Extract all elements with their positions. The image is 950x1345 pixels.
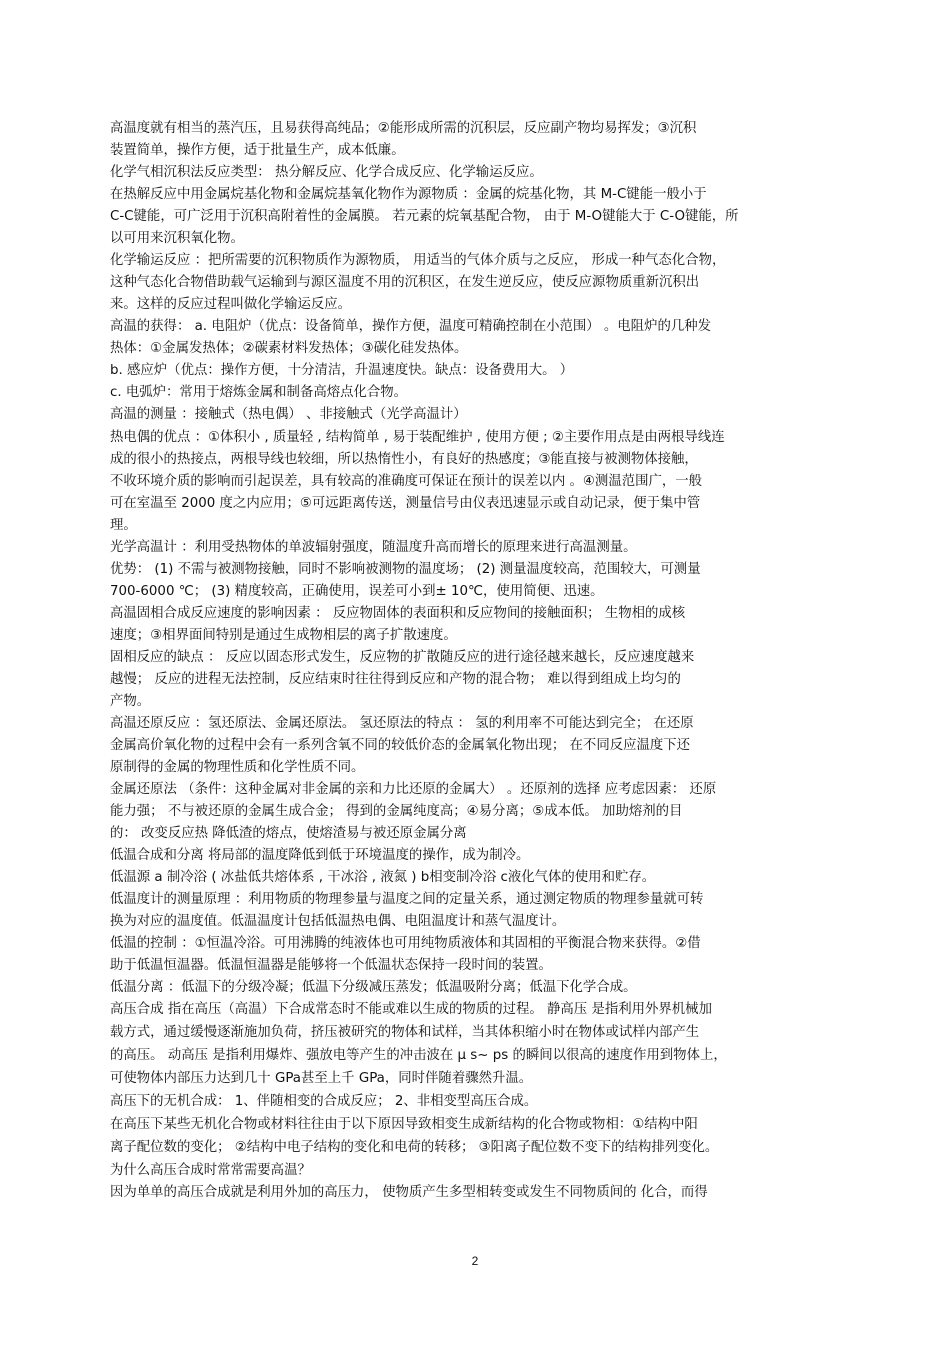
text-line: 为什么高压合成时常常需要高温？ xyxy=(110,1163,311,1178)
text-line: 金属高价氧化物的过程中会有一系列含氧不同的较低价态的金属氧化物出现； 在不同反应温度下还 xyxy=(110,738,691,753)
text-line: 高温的测量 ：接触式（热电偶） 、非接触式（光学高温计） xyxy=(110,407,467,422)
text-line: 低温源 a 制冷浴 ( 冰盐低共熔体系 , 干冰浴 , 液氮 ) b相变制冷浴 c液化气体的使用和贮存。 xyxy=(110,870,656,885)
text-line: 越慢； 反应的进程无法控制，反应结束时往往得到反应和产物的混合物； 难以得到组成上均匀的 xyxy=(110,672,681,687)
text-line: 化学输运反应 ：把所需要的沉积物质作为源物质， 用适当的气体介质与之反应， 形成一种气态化合物， xyxy=(110,253,726,268)
text-line: 成的很小的热接点，两根导线也较细，所以热惰性小，有良好的热感度；③能直接与被测物体接触， xyxy=(110,452,698,467)
text-line: 低温度计的测量原理 ：利用物质的物理参量与温度之间的定量关系，通过测定物质的物理参量就可转 xyxy=(110,892,704,907)
text-line: 700-6000 ℃； (3) 精度较高，正确使用，误差可小到± 10℃，使用简便、迅速。 xyxy=(110,584,604,599)
text-line: 原制得的金属的物理性质和化学性质不同。 xyxy=(110,760,365,775)
text-line: 能力强； 不与被还原的金属生成合金； 得到的金属纯度高；④易分离；⑤成本低。 加助熔剂的目 xyxy=(110,804,683,819)
text-line: 因为单单的高压合成就是利用外加的高压力， 使物质产生多型相转变或发生不同物质间的 化合，而得 xyxy=(110,1185,708,1200)
text-line: 的高压。 动高压 是指利用爆炸、强放电等产生的冲击波在 μ s~ ps 的瞬间以很高的速度作用到物体上， xyxy=(110,1048,727,1063)
text-line: 这种气态化合物借助载气运输到与源区温度不用的沉积区，在发生逆反应，使反应源物质重新沉积出 xyxy=(110,275,700,290)
text-line: 金属还原法 （条件：这种金属对非金属的亲和力比还原的金属大） 。还原剂的选择 应考虑因素： 还原 xyxy=(110,782,717,797)
text-line: 热电偶的优点 ：①体积小 , 质量轻 , 结构简单 , 易于装配维护 , 使用方便 ; ②主要作用点是由两根导线连 xyxy=(110,430,725,445)
text-line: 高温还原反应 ：氢还原法、金属还原法。 氢还原法的特点 ： 氢的利用率不可能达到完全； 在还原 xyxy=(110,716,694,731)
text-line: 高温度就有相当的蒸汽压，且易获得高纯品；②能形成所需的沉积层，反应副产物均易挥发；③沉积 xyxy=(110,121,697,136)
text-line: 在热解反应中用金属烷基化物和金属烷基氧化物作为源物质 ：金属的烷基化物，其 M-C键能一般小于 xyxy=(110,187,707,202)
text-line: 在高压下某些无机化合物或材料往往由于以下原因导致相变生成新结构的化合物或物相：①结构中阳 xyxy=(110,1117,698,1132)
text-line: 低温的控制 ：①恒温冷浴。可用沸腾的纯液体也可用纯物质液体和其固相的平衡混合物来获得。②借 xyxy=(110,936,701,951)
text-line: 换为对应的温度值。低温温度计包括低温热电偶、电阻温度计和蒸气温度计。 xyxy=(110,914,566,929)
text-line: 可在室温至 2000 度之内应用；⑤可远距离传送，测量信号由仪表迅速显示或自动记录，便于集中管 xyxy=(110,496,701,511)
text-line: 高压合成 指在高压（高温）下合成常态时不能或难以生成的物质的过程。 静高压 是指利用外界机械加 xyxy=(110,1002,712,1017)
page-number: 2 xyxy=(471,1254,479,1268)
text-line: 优势： (1) 不需与被测物接触，同时不影响被测物的温度场； (2) 测量温度较高，范围较大，可测量 xyxy=(110,562,701,577)
text-line: 不收环境介质的影响而引起误差，具有较高的准确度可保证在预计的误差以内 。④测温范围广，一般 xyxy=(110,474,703,489)
text-line: 载方式，通过缓慢逐渐施加负荷，挤压被研究的物体和试样，当其体积缩小时在物体或试样内部产生 xyxy=(110,1025,700,1040)
text-line: 理。 xyxy=(110,518,137,533)
text-line: 产物。 xyxy=(110,694,151,709)
text-line: 低温分离 ：低温下的分级冷凝；低温下分级减压蒸发；低温吸附分离；低温下化学合成。 xyxy=(110,980,637,995)
text-line: 光学高温计 ：利用受热物体的单波辐射强度，随温度升高而增长的原理来进行高温测量。 xyxy=(110,540,637,555)
text-line: 装置简单，操作方便，适于批量生产，成本低廉。 xyxy=(110,143,405,158)
text-line: b. 感应炉（优点：操作方便，十分清洁，升温速度快。缺点：设备费用大。 ） xyxy=(110,363,574,378)
text-line: 离子配位数的变化； ②结构中电子结构的变化和电荷的转移； ③阳离子配位数不变下的结构排列变化。 xyxy=(110,1140,719,1155)
text-line: 高温的获得： a. 电阻炉（优点：设备简单，操作方便，温度可精确控制在小范围） 。电阻炉的几种发 xyxy=(110,319,712,334)
text-line: 可使物体内部压力达到几十 GPa甚至上千 GPa，同时伴随着骤然升温。 xyxy=(110,1071,533,1086)
text-line: c. 电弧炉：常用于熔炼金属和制备高熔点化合物。 xyxy=(110,385,408,400)
text-line: 高压下的无机合成： 1、伴随相变的合成反应； 2、非相变型高压合成。 xyxy=(110,1094,538,1109)
text-line: 来。这样的反应过程叫做化学输运反应。 xyxy=(110,297,352,312)
text-line: 以可用来沉积氧化物。 xyxy=(110,231,244,246)
text-line: 化学气相沉积法反应类型： 热分解反应、化学合成反应、化学输运反应。 xyxy=(110,165,543,180)
text-line: C-C键能，可广泛用于沉积高附着性的金属膜。 若元素的烷氧基配合物， 由于 M-O键能大于 C-O键能，所 xyxy=(110,209,739,224)
text-line: 热体：①金属发热体；②碳素材料发热体；③碳化硅发热体。 xyxy=(110,341,468,356)
text-line: 的： 改变反应热 降低渣的熔点，使熔渣易与被还原金属分离 xyxy=(110,826,467,841)
text-line: 助于低温恒温器。低温恒温器是能够将一个低温状态保持一段时间的装置。 xyxy=(110,958,552,973)
text-line: 速度；③相界面间特别是通过生成物相层的离子扩散速度。 xyxy=(110,628,457,643)
text-line: 低温合成和分离 将局部的温度降低到低于环境温度的操作，成为制冷。 xyxy=(110,848,530,863)
text-line: 固相反应的缺点 ： 反应以固态形式发生，反应物的扩散随反应的进行途径越来越长，反应速度越来 xyxy=(110,650,695,665)
text-line: 高温固相合成反应速度的影响因素 ： 反应物固体的表面积和反应物间的接触面积； 生物相的成核 xyxy=(110,606,686,621)
